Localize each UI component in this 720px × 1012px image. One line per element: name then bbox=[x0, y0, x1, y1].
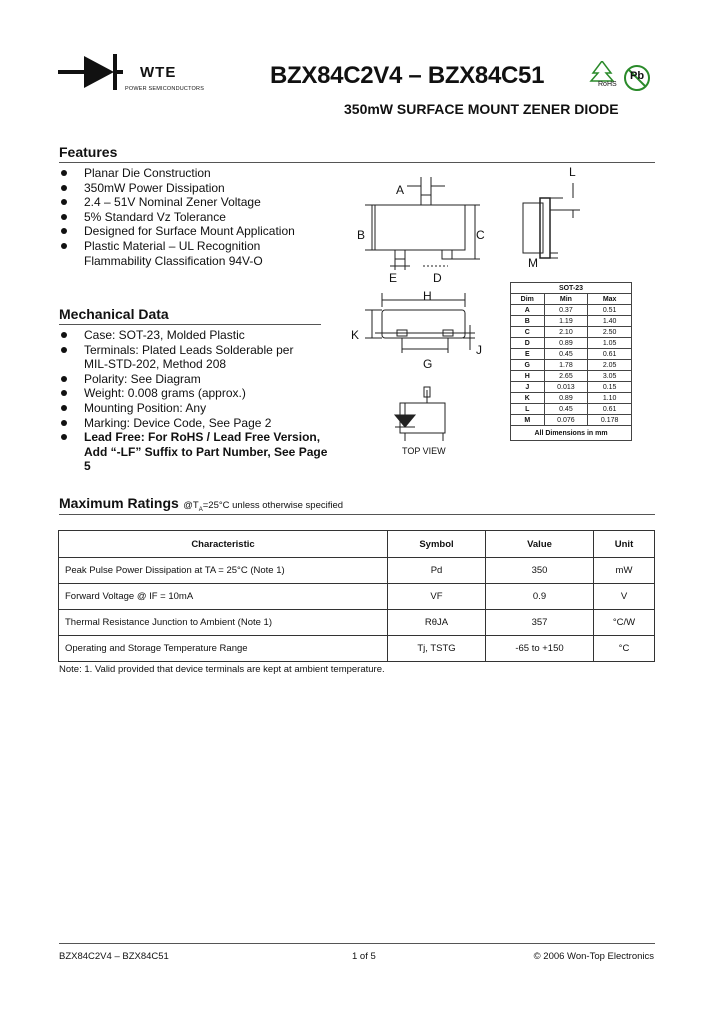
table-row: C 2.10 2.50 bbox=[511, 327, 632, 338]
footer-copyright: © 2006 Won-Top Electronics bbox=[533, 951, 654, 962]
table-row: L 0.45 0.61 bbox=[511, 404, 632, 415]
col-header: Characteristic bbox=[59, 531, 388, 558]
footer-page-number: 1 of 5 bbox=[352, 951, 376, 962]
table-row: Operating and Storage Temperature Range Tj, TSTG -65 to +150 °C bbox=[59, 636, 655, 662]
package-outline-diagram bbox=[345, 165, 510, 465]
table-row: Thermal Resistance Junction to Ambient (Note 1) RθJA 357 °C/W bbox=[59, 610, 655, 636]
mechanical-divider bbox=[59, 324, 321, 325]
features-list bbox=[59, 166, 349, 268]
dim-label-l: L bbox=[569, 165, 576, 179]
ratings-title: Maximum Ratings bbox=[59, 495, 179, 511]
table-row: M 0.076 0.178 bbox=[511, 415, 632, 426]
mechanical-item: Case: SOT-23, Molded Plastic bbox=[59, 328, 339, 343]
table-row: Peak Pulse Power Dissipation at TA = 25°C (Note 1) Pd 350 mW bbox=[59, 558, 655, 584]
dim-label-h: H bbox=[423, 289, 432, 303]
page-subtitle: 350mW SURFACE MOUNT ZENER DIODE bbox=[344, 101, 619, 117]
ratings-condition: $@T_A=25^\circ C$ unless otherwise specified bbox=[183, 500, 344, 513]
brand-name: WTE bbox=[140, 64, 177, 81]
features-divider bbox=[59, 162, 655, 163]
dim-label-e: E bbox=[389, 271, 398, 285]
table-row: D 0.89 1.05 bbox=[511, 338, 632, 349]
dim-label-c: C bbox=[476, 228, 485, 242]
feature-item: 2.4 – 51V Nominal Zener Voltage bbox=[59, 195, 349, 210]
page-title: BZX84C2V4 – BZX84C51 bbox=[270, 62, 545, 89]
table-row: B 1.19 1.40 bbox=[511, 316, 632, 327]
table-row: J 0.013 0.15 bbox=[511, 382, 632, 393]
col-header: Value bbox=[486, 531, 594, 558]
brand-subtitle: POWER SEMICONDUCTORS bbox=[125, 86, 205, 92]
ratings-divider bbox=[59, 514, 655, 515]
features-title: Features bbox=[59, 144, 118, 160]
footer-left: BZX84C2V4 – BZX84C51 bbox=[59, 951, 169, 962]
dim-label-d: D bbox=[433, 271, 442, 285]
mechanical-item: Terminals: Plated Leads Solderable per MIL-STD-202, Method 208 bbox=[59, 343, 339, 372]
side-profile-diagram bbox=[518, 168, 588, 268]
feature-item: 5% Standard Vz Tolerance bbox=[59, 210, 349, 225]
dimensions-footer: All Dimensions in mm bbox=[511, 426, 632, 441]
table-row: H 2.65 3.05 bbox=[511, 371, 632, 382]
table-row: A 0.37 0.51 bbox=[511, 305, 632, 316]
feature-item: 350mW Power Dissipation bbox=[59, 181, 349, 196]
table-row: E 0.45 0.61 bbox=[511, 349, 632, 360]
feature-item: Designed for Surface Mount Application bbox=[59, 224, 349, 239]
top-view-label: TOP VIEW bbox=[402, 446, 446, 456]
mechanical-item: Marking: Device Code, See Page 2 bbox=[59, 416, 339, 431]
dim-label-b: B bbox=[357, 228, 366, 242]
tree-icon bbox=[589, 61, 615, 83]
pb-free-icon bbox=[623, 64, 651, 92]
col-header: Unit bbox=[594, 531, 655, 558]
table-row: G 1.78 2.05 bbox=[511, 360, 632, 371]
dim-label-m: M bbox=[528, 256, 538, 270]
brand-logo bbox=[58, 52, 213, 98]
dim-label-a: A bbox=[396, 183, 405, 197]
pb-label: Pb bbox=[630, 70, 645, 82]
note-text: Note: 1. Valid provided that device terminals are kept at ambient temperature. bbox=[59, 664, 385, 675]
mechanical-list bbox=[59, 328, 339, 474]
dim-label-k: K bbox=[351, 328, 360, 342]
col-header: Symbol bbox=[388, 531, 486, 558]
lead-free-item: Lead Free: For RoHS / Lead Free Version, Add “-LF” Suffix to Part Number, See Page 5 bbox=[59, 430, 339, 474]
mechanical-item: Polarity: See Diagram bbox=[59, 372, 339, 387]
ratings-title-row bbox=[59, 495, 343, 513]
rohs-label: RoHS bbox=[598, 81, 617, 88]
dimensions-table bbox=[510, 282, 632, 441]
table-row: Forward Voltage @ IF = 10mA VF 0.9 V bbox=[59, 584, 655, 610]
ratings-table bbox=[58, 530, 655, 662]
dim-header: Dim bbox=[511, 294, 545, 305]
mechanical-title: Mechanical Data bbox=[59, 306, 169, 322]
dim-header: Max bbox=[588, 294, 632, 305]
dim-header: Min bbox=[544, 294, 588, 305]
body-outline bbox=[375, 205, 465, 250]
rohs-icon bbox=[589, 61, 615, 91]
table-row: K 0.89 1.10 bbox=[511, 393, 632, 404]
mechanical-item: Weight: 0.008 grams (approx.) bbox=[59, 386, 339, 401]
dim-label-j: J bbox=[476, 343, 482, 357]
dimensions-title: SOT-23 bbox=[511, 283, 632, 294]
feature-item: Plastic Material – UL Recognition Flammability Classification 94V-O bbox=[59, 239, 349, 268]
footer-divider bbox=[59, 943, 655, 944]
dim-label-g: G bbox=[423, 357, 433, 371]
mechanical-item: Mounting Position: Any bbox=[59, 401, 339, 416]
feature-item: Planar Die Construction bbox=[59, 166, 349, 181]
